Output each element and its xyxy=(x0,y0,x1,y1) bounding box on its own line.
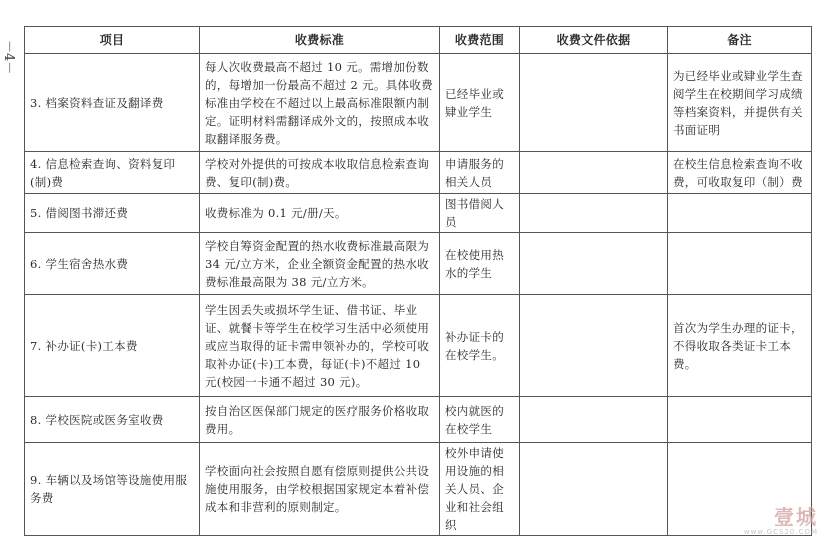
row-item: 9. 车辆以及场馆等设施使用服务费 xyxy=(25,443,200,536)
row-note: 在校生信息检索查询不收费，可收取复印（制）费 xyxy=(668,152,812,194)
row-standard: 按自治区医保部门规定的医疗服务价格收取费用。 xyxy=(200,397,440,443)
header-scope: 收费范围 xyxy=(440,27,520,54)
table-row xyxy=(25,194,812,233)
watermark-logo xyxy=(744,501,818,536)
row-note: 首次为学生办理的证卡，不得收取各类证卡工本费。 xyxy=(668,295,812,397)
row-standard: 收费标准为 0.1 元/册/天。 xyxy=(200,194,440,233)
row-scope: 校外申请使用设施的相关人员、企业和社会组织 xyxy=(440,443,520,536)
row-basis xyxy=(520,397,668,443)
row-standard: 学生因丢失或损坏学生证、借书证、毕业证、就餐卡等学生在校学习生活中必须使用或应当取得的证卡需申领补办的，学校可收取补办证(卡)工本费，每证(卡)不超过 10 元(校园一卡通不超过 30 元)。 xyxy=(200,295,440,397)
table-header-row xyxy=(25,27,812,54)
row-standard: 学校对外提供的可按成本收取信息检索查询费、复印(制)费。 xyxy=(200,152,440,194)
row-scope: 校内就医的在校学生 xyxy=(440,397,520,443)
header-item: 项目 xyxy=(25,27,200,54)
row-note xyxy=(668,233,812,295)
row-scope: 申请服务的相关人员 xyxy=(440,152,520,194)
row-scope: 在校使用热水的学生 xyxy=(440,233,520,295)
row-note xyxy=(668,194,812,233)
row-item: 8. 学校医院或医务室收费 xyxy=(25,397,200,443)
row-note: 为已经毕业或肄业学生查阅学生在校期间学习成绩等档案资料，并提供有关书面证明 xyxy=(668,54,812,152)
row-scope: 图书借阅人员 xyxy=(440,194,520,233)
table-row xyxy=(25,397,812,443)
table-row xyxy=(25,295,812,397)
row-item: 4. 信息检索查询、资料复印(制)费 xyxy=(25,152,200,194)
row-item: 6. 学生宿舍热水费 xyxy=(25,233,200,295)
row-item: 5. 借阅图书滞还费 xyxy=(25,194,200,233)
row-basis xyxy=(520,295,668,397)
header-basis: 收费文件依据 xyxy=(520,27,668,54)
fee-table xyxy=(24,26,812,536)
row-basis xyxy=(520,152,668,194)
table-row xyxy=(25,443,812,536)
watermark-brand: 壹城 xyxy=(774,505,818,529)
table-row xyxy=(25,233,812,295)
header-note: 备注 xyxy=(668,27,812,54)
row-standard: 学校自筹资金配置的热水收费标准最高限为 34 元/立方米，企业全额资金配置的热水收费标准最高限为 38 元/立方米。 xyxy=(200,233,440,295)
row-standard: 每人次收费最高不超过 10 元。需增加份数的，每增加一份最高不超过 2 元。具体收费标准由学校在不超过以上最高标准限额内制定。证明材料需翻译成外文的，按照成本收取翻译服务费。 xyxy=(200,54,440,152)
row-basis xyxy=(520,194,668,233)
table-row xyxy=(25,152,812,194)
page-number: －4－ xyxy=(1,40,16,75)
header-standard: 收费标准 xyxy=(200,27,440,54)
table-row xyxy=(25,54,812,152)
row-note xyxy=(668,397,812,443)
row-standard: 学校面向社会按照自愿有偿原则提供公共设施使用服务，由学校根据国家规定本着补偿成本和非营利的原则制定。 xyxy=(200,443,440,536)
row-basis xyxy=(520,443,668,536)
row-scope: 已经毕业或肄业学生 xyxy=(440,54,520,152)
row-basis xyxy=(520,233,668,295)
row-basis xyxy=(520,54,668,152)
row-item: 7. 补办证(卡)工本费 xyxy=(25,295,200,397)
row-scope: 补办证卡的在校学生。 xyxy=(440,295,520,397)
row-item: 3. 档案资料查证及翻译费 xyxy=(25,54,200,152)
watermark-url: www.GCS20.COM xyxy=(743,528,818,536)
